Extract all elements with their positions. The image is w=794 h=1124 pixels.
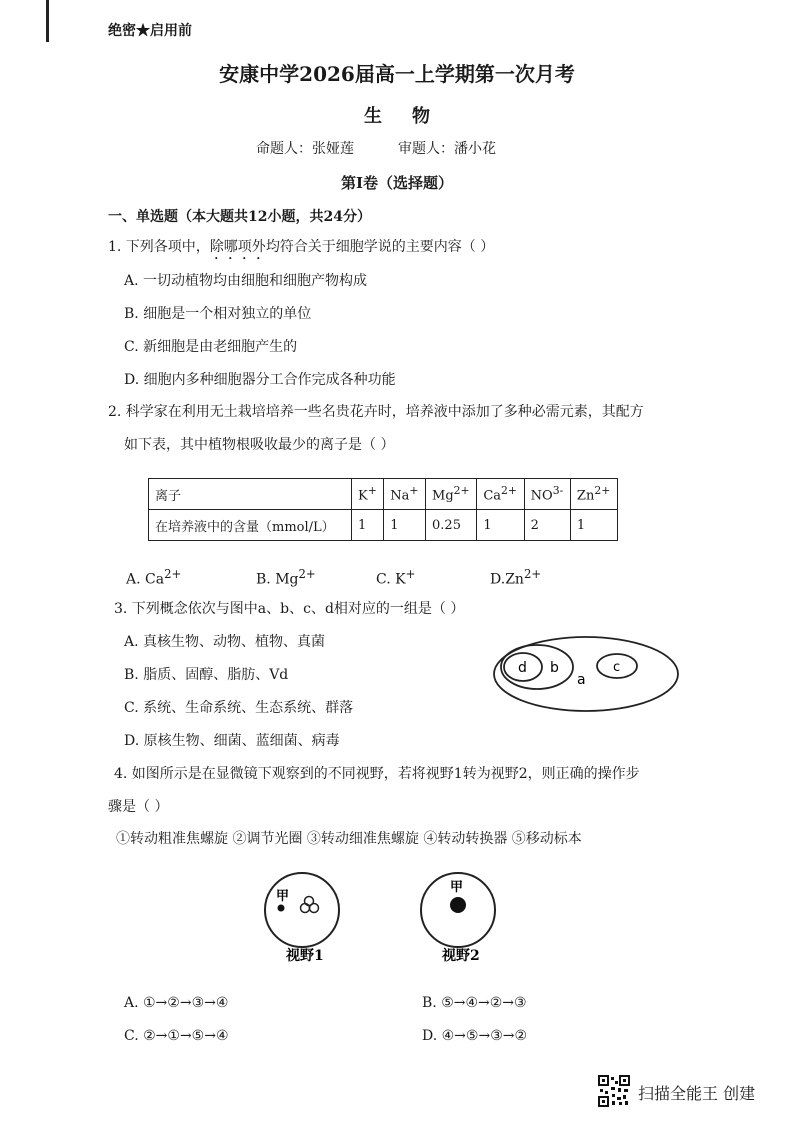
q1-option-c: C. 新细胞是由老细胞产生的	[124, 339, 298, 355]
q2-option-d: $D.Zn^{2+}$	[490, 567, 542, 588]
binding-margin-line	[46, 0, 49, 42]
field-1-cell	[310, 904, 319, 913]
q2-option-a: A. $Ca^{2+}$	[126, 567, 182, 588]
q1-stem-post: 均符合关于细胞学说的主要内容（ ）	[265, 239, 495, 255]
field-1-caption: 视野1	[286, 948, 324, 964]
q3-option-b: B. 脂质、固醇、脂肪、Vd	[124, 667, 289, 683]
venn-label-b: b	[550, 660, 559, 676]
q3-option-d: D. 原核生物、细菌、蓝细菌、病毒	[124, 733, 340, 749]
q4-steps: ①转动粗准焦螺旋 ②调节光圈 ③转动细准焦螺旋 ④转动转换器 ⑤移动标本	[116, 831, 582, 847]
field-1-dot	[278, 905, 285, 912]
venn-ellipse-b	[501, 645, 573, 689]
scanner-watermark: 扫描全能王 创建	[638, 1084, 756, 1103]
q2-option-b: B. $Mg^{2+}$	[256, 567, 316, 588]
q3-stem: 3. 下列概念依次与图中a、b、c、d相对应的一组是（ ）	[114, 601, 465, 617]
q4-stem-line1: 4. 如图所示是在显微镜下观察到的不同视野，若将视野1转为视野2，则正确的操作步	[114, 766, 640, 782]
q3-option-a: A. 真核生物、动物、植物、真菌	[124, 634, 326, 650]
field-1-circle	[265, 873, 339, 947]
field-2	[421, 873, 495, 964]
q1-option-a: A. 一切动植物均由细胞和细胞产物构成	[124, 273, 368, 289]
author-name: 命题人：张娅莲	[256, 141, 354, 157]
q4-option-a: A. ①→②→③→④	[124, 995, 229, 1011]
q4-stem-line2: 骤是（ ）	[108, 799, 169, 815]
qr-code-icon	[598, 1075, 630, 1107]
subject-title: 生物	[364, 106, 460, 127]
ion-header-k: K+	[352, 479, 384, 510]
ion-table-header-row	[149, 479, 618, 510]
reviewer-name: 审题人：潘小花	[398, 141, 496, 157]
ion-header-mg: $Mg^{2+}$	[426, 479, 477, 510]
confidential-label: 绝密★启用前	[108, 23, 192, 39]
venn-label-a: a	[577, 672, 586, 688]
ion-value-ca: 1	[477, 510, 524, 541]
ion-header-ca: $Ca^{2+}$	[477, 479, 524, 510]
concept-venn-diagram	[492, 634, 682, 714]
q2-stem-line1: 2. 科学家在利用无土栽培培养一些名贵花卉时，培养液中添加了多种必需元素，其配方	[108, 404, 644, 420]
q1-option-b: B. 细胞是一个相对独立的单位	[124, 306, 312, 322]
ion-table-value-row	[149, 510, 618, 541]
exam-title: 安康中学2026届高一上学期第一次月考	[219, 62, 575, 86]
ion-header-zn: $Zn^{2+}$	[570, 479, 617, 510]
volume-title: 第I卷（选择题）	[340, 174, 454, 192]
q3-option-c: C. 系统、生命系统、生态系统、群落	[124, 700, 354, 716]
authors-line	[256, 138, 496, 158]
microscope-fields-figure	[262, 868, 502, 968]
q4-option-c: C. ②→①→⑤→④	[124, 1028, 229, 1044]
ion-header-na: Na+	[384, 479, 426, 510]
q1-stem-emphasis: 除哪项外	[209, 239, 266, 255]
ion-table-header-label: 离子	[149, 479, 352, 510]
field-2-caption: 视野2	[442, 948, 480, 964]
ion-value-k: 1	[352, 510, 384, 541]
q4-option-b: B. ⑤→④→②→③	[422, 995, 527, 1011]
field-2-marker: 甲	[450, 880, 464, 895]
ion-header-no3: $NO^{3-}$	[524, 479, 570, 510]
q4-option-d: D. ④→⑤→③→②	[422, 1028, 528, 1044]
ion-value-mg: 0.25	[426, 510, 477, 541]
ion-table-row-label: 在培养液中的含量（mmol/L）	[149, 510, 352, 541]
ion-value-zn: 1	[570, 510, 617, 541]
venn-label-d: d	[518, 660, 527, 676]
field-1-marker: 甲	[276, 889, 290, 904]
q2-option-c: C. K+	[376, 567, 416, 588]
ion-value-na: 1	[384, 510, 426, 541]
ion-table	[148, 478, 618, 541]
section-title: 一、单选题（本大题共12小题，共24分）	[108, 209, 371, 225]
q1-option-d: D. 细胞内多种细胞器分工合作完成各种功能	[124, 372, 396, 388]
field-2-dot	[450, 897, 466, 913]
q2-stem-line2: 如下表，其中植物根吸收最少的离子是（ ）	[124, 437, 395, 453]
field-1-cell	[301, 904, 310, 913]
ion-value-no3: 2	[524, 510, 570, 541]
q1-stem-pre: 1. 下列各项中，	[108, 239, 210, 255]
venn-label-c: c	[613, 660, 621, 675]
q1-stem	[108, 236, 494, 263]
field-1	[265, 873, 339, 964]
